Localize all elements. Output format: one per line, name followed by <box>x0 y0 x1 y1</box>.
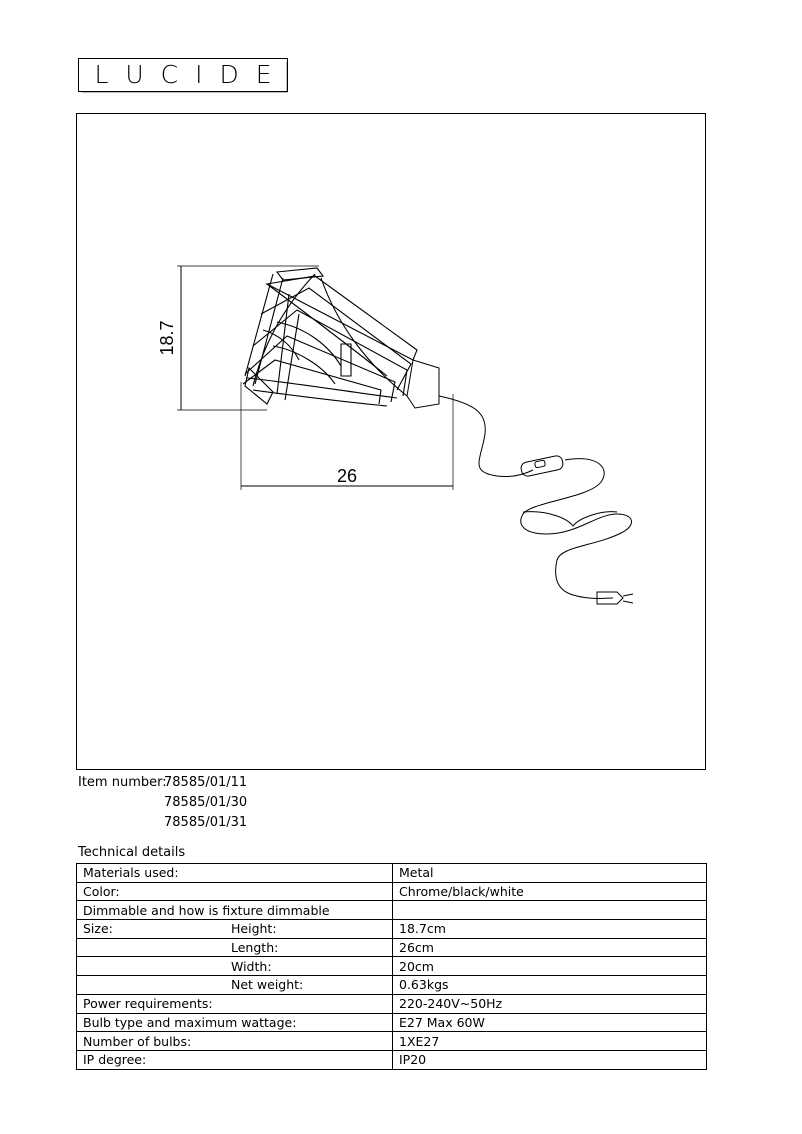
table-row <box>77 938 707 957</box>
item-number-value: 78585/01/30 <box>164 795 248 810</box>
table-row <box>77 1050 707 1069</box>
item-number-row <box>78 793 247 813</box>
spec-value: 26cm <box>393 938 707 957</box>
spec-label: IP degree: <box>77 1050 393 1069</box>
size-sub-label: Width: <box>231 958 272 974</box>
item-number-value: 78585/01/31 <box>164 815 248 830</box>
item-number-label: Item number: <box>78 775 167 790</box>
size-label: Size: <box>83 921 113 937</box>
spec-value: 18.7cm <box>393 920 707 939</box>
spec-label: Materials used: <box>77 864 393 883</box>
spec-value: 220-240V~50Hz <box>393 994 707 1013</box>
item-number-row <box>78 813 247 833</box>
spec-value <box>393 901 707 920</box>
item-numbers <box>78 773 247 833</box>
table-row <box>77 920 707 939</box>
logo-letter: D <box>219 60 239 89</box>
switch-button <box>534 460 545 468</box>
table-row <box>77 1013 707 1032</box>
logo-letter: L <box>94 60 109 89</box>
table-row <box>77 976 707 995</box>
spec-label: Power requirements: <box>77 994 393 1013</box>
size-sub-label: Net weight: <box>231 977 304 993</box>
inline-switch <box>520 455 564 477</box>
spec-value: IP20 <box>393 1050 707 1069</box>
table-row <box>77 901 707 920</box>
technical-details-title: Technical details <box>78 845 186 860</box>
item-number-value: 78585/01/11 <box>164 775 248 790</box>
table-row <box>77 882 707 901</box>
spec-label: Bulb type and maximum wattage: <box>77 1013 393 1032</box>
cable-tie <box>523 512 617 526</box>
logo-letter: U <box>125 60 144 89</box>
spec-label: Dimmable and how is fixture dimmable <box>77 901 393 920</box>
plug-pin <box>623 594 633 596</box>
spec-label: Number of bulbs: <box>77 1032 393 1051</box>
spec-label <box>77 938 393 957</box>
spec-label <box>77 976 393 995</box>
lamp-drawing <box>77 114 707 771</box>
table-row <box>77 1032 707 1051</box>
table-row <box>77 864 707 883</box>
spec-value: Metal <box>393 864 707 883</box>
technical-details-table <box>76 863 707 1070</box>
spec-value: Chrome/black/white <box>393 882 707 901</box>
technical-drawing <box>76 113 706 770</box>
logo-letter: C <box>160 60 179 89</box>
spec-value: 0.63kgs <box>393 976 707 995</box>
spec-label <box>77 920 393 939</box>
lamp-socket <box>407 360 439 408</box>
length-dimension-label: 26 <box>336 466 358 486</box>
logo-letter: E <box>255 60 272 89</box>
spec-label: Color: <box>77 882 393 901</box>
lamp-cage <box>243 268 417 406</box>
brand-logo <box>78 58 290 94</box>
spec-value: 20cm <box>393 957 707 976</box>
item-number-row <box>78 773 247 793</box>
table-row <box>77 994 707 1013</box>
logo-letter: I <box>195 60 203 89</box>
size-sub-label: Height: <box>231 921 277 937</box>
spec-value: 1XE27 <box>393 1032 707 1051</box>
plug-pin <box>623 601 633 603</box>
spec-label <box>77 957 393 976</box>
logo-wordmark <box>78 58 288 92</box>
spec-value: E27 Max 60W <box>393 1013 707 1032</box>
height-dimension-label: 18.7 <box>157 320 177 356</box>
size-sub-label: Length: <box>231 940 279 956</box>
cable-coil <box>521 459 632 599</box>
table-row <box>77 957 707 976</box>
